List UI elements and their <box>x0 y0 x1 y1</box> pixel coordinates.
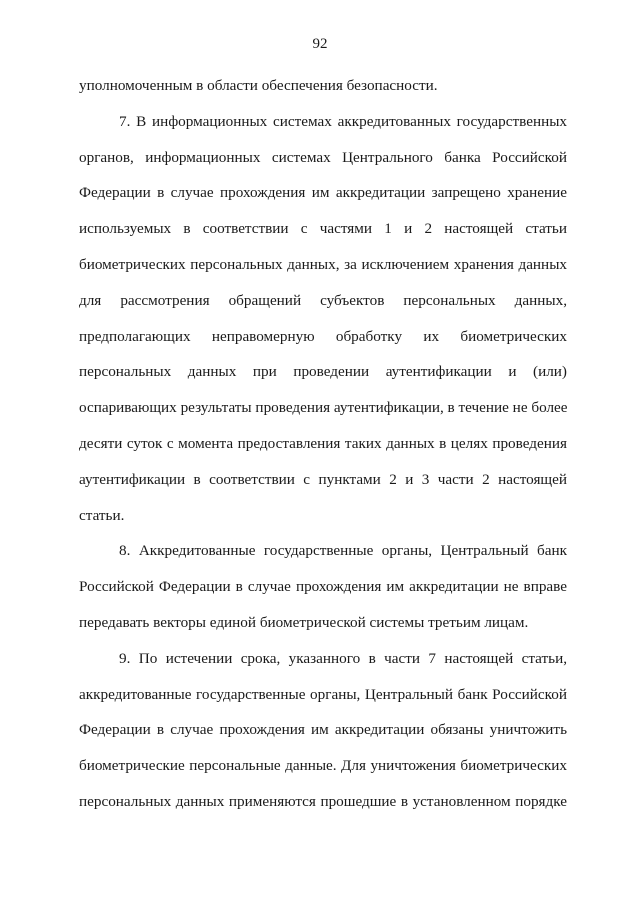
text-line: уполномоченным в области обеспечения безопасности. <box>79 77 438 94</box>
paragraph-item-7 <box>79 104 567 534</box>
text-line: 8. Аккредитованные государственные органы, Центральный банк <box>119 542 567 560</box>
text-line: 7. В информационных системах аккредитованных государственных <box>119 112 567 130</box>
text-line: Федерации в случае прохождения им аккредитации запрещено хранение <box>79 184 567 202</box>
text-line: статьи. <box>79 506 125 524</box>
paragraph-item-9 <box>79 641 567 820</box>
text-line: передавать векторы единой биометрической системы третьим лицам. <box>79 613 529 631</box>
text-line: предполагающих неправомерную обработку их биометрических <box>79 327 567 345</box>
text-line: используемых в соответствии с частями 1 и 2 настоящей статьи <box>79 220 567 238</box>
text-line: 9. По истечении срока, указанного в части 7 настоящей статьи, <box>119 649 567 667</box>
paragraph-continuation <box>79 68 567 104</box>
text-line: для рассмотрения обращений субъектов персональных данных, <box>79 291 567 309</box>
text-line: оспаривающих результаты проведения аутентификации, в течение не более <box>79 399 568 417</box>
text-line: биометрические персональные данные. Для уничтожения биометрических <box>79 757 567 775</box>
text-line: аккредитованные государственные органы, Центральный банк Российской <box>79 685 567 703</box>
page-number: 92 <box>312 36 328 52</box>
document-body <box>79 68 567 820</box>
text-line: персональных данных применяются прошедшие в установленном порядке <box>79 792 567 810</box>
text-line: аутентификации в соответствии с пунктами 2 и 3 части 2 настоящей <box>79 470 567 488</box>
text-line: биометрических персональных данных, за исключением хранения данных <box>79 255 567 273</box>
text-line: десяти суток с момента предоставления таких данных в целях проведения <box>79 434 567 452</box>
text-line: Российской Федерации в случае прохождения им аккредитации не вправе <box>79 578 567 596</box>
text-line: Федерации в случае прохождения им аккредитации обязаны уничтожить <box>79 721 567 739</box>
paragraph-item-8 <box>79 533 567 640</box>
text-line: персональных данных при проведении аутентификации и (или) <box>79 363 567 381</box>
text-line: органов, информационных системах Центрального банка Российской <box>79 148 567 166</box>
